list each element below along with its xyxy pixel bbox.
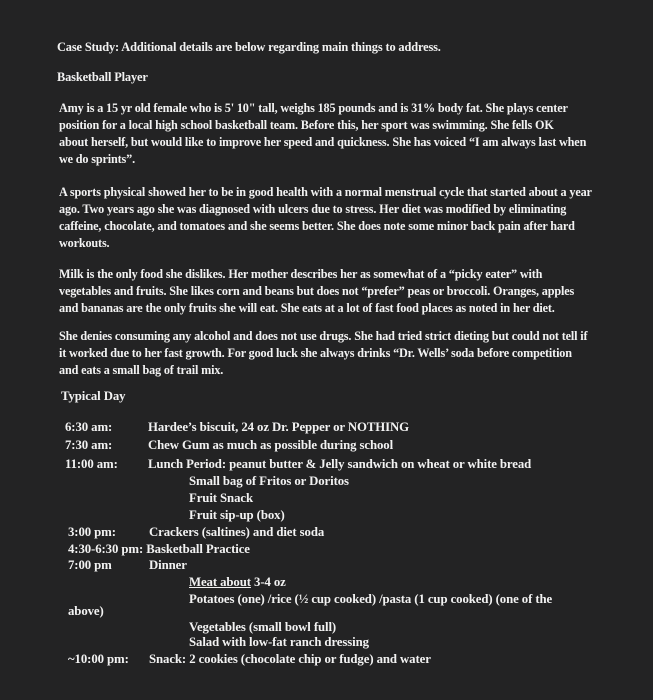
paragraph-4-line-3: and eats a small bag of trail mix.: [59, 363, 224, 377]
dinner-meat: [189, 575, 286, 590]
schedule-desc-1000: Snack: 2 cookies (chocolate chip or fudge) and water: [149, 652, 431, 666]
schedule-desc-1100: Lunch Period: peanut butter & Jelly sandwich on wheat or white bread: [148, 457, 532, 471]
schedule-desc-630: Hardee’s biscuit, 24 oz Dr. Pepper or NOTHING: [148, 420, 410, 434]
dinner-salad: Salad with low-fat ranch dressing: [189, 635, 369, 649]
paragraph-4-line-1: She denies consuming any alcohol and does not use drugs. She had tried strict dieting but could not tell if: [59, 329, 588, 343]
schedule-time-730: 7:30 am:: [65, 438, 113, 452]
schedule-time-1100: 11:00 am:: [65, 457, 118, 471]
paragraph-2-line-3: caffeine, chocolate, and tomatoes and she seems better. She does note some minor back pain after hard: [59, 219, 575, 233]
paragraph-2-line-1: A sports physical showed her to be in good health with a normal menstrual cycle that started about a year: [59, 185, 592, 199]
paragraph-3-line-2: vegetables and fruits. She likes corn and beans but does not “prefer” peas or broccoli. Oranges, apples: [59, 284, 575, 298]
schedule-time-1000: ~10:00 pm:: [68, 652, 129, 666]
dinner-meat-amount: 3-4 oz: [250, 575, 286, 589]
lunch-item-2: Small bag of Fritos or Doritos: [189, 474, 349, 488]
schedule-time-430: 4:30-6:30 pm: Basketball Practice: [68, 542, 250, 556]
schedule-desc-730: Chew Gum as much as possible during school: [148, 438, 394, 452]
paragraph-3-line-3: and bananas are the only fruits she will eat. She eats at a lot of fast food places as noted in her diet.: [59, 301, 555, 315]
lunch-item-4: Fruit sip-up (box): [189, 508, 285, 522]
dinner-above: above): [68, 604, 104, 618]
lunch-item-3: Fruit Snack: [189, 491, 253, 505]
paragraph-3-line-1: Milk is the only food she dislikes. Her mother describes her as somewhat of a “picky eater” with: [59, 267, 543, 281]
paragraph-1-line-2: position for a local high school basketball team. Before this, her sport was swimming. She fells OK: [59, 118, 554, 132]
paragraph-1-line-4: we do sprints”.: [59, 152, 135, 166]
paragraph-1-line-1: Amy is a 15 yr old female who is 5' 10" tall, weighs 185 pounds and is 31% body fat. She plays center: [59, 101, 568, 115]
document-header: Case Study: Additional details are below regarding main things to address.: [57, 40, 441, 54]
schedule-time-300: 3:00 pm:: [68, 525, 116, 539]
dinner-meat-underlined: Meat about: [189, 575, 251, 589]
dinner-vegetables: Vegetables (small bowl full): [189, 620, 337, 634]
schedule-time-700: 7:00 pm: [68, 558, 112, 572]
paragraph-2-line-4: workouts.: [59, 236, 110, 250]
paragraph-2-line-2: ago. Two years ago she was diagnosed with ulcers due to stress. Her diet was modified by eliminating: [59, 202, 567, 216]
schedule-desc-300: Crackers (saltines) and diet soda: [149, 525, 325, 539]
dinner-potatoes: Potatoes (one) /rice (½ cup cooked) /pasta (1 cup cooked) (one of the: [189, 592, 553, 606]
paragraph-1-line-3: about herself, but would like to improve her speed and quickness. She has voiced “I am always last when: [59, 135, 587, 149]
schedule-desc-700: Dinner: [149, 558, 187, 572]
document-subtitle: Basketball Player: [57, 70, 148, 84]
typical-day-heading: Typical Day: [61, 389, 126, 403]
paragraph-4-line-2: it worked due to her fast growth. For good luck she always drinks “Dr. Wells’ soda before competition: [59, 346, 572, 360]
schedule-time-630: 6:30 am:: [65, 420, 113, 434]
